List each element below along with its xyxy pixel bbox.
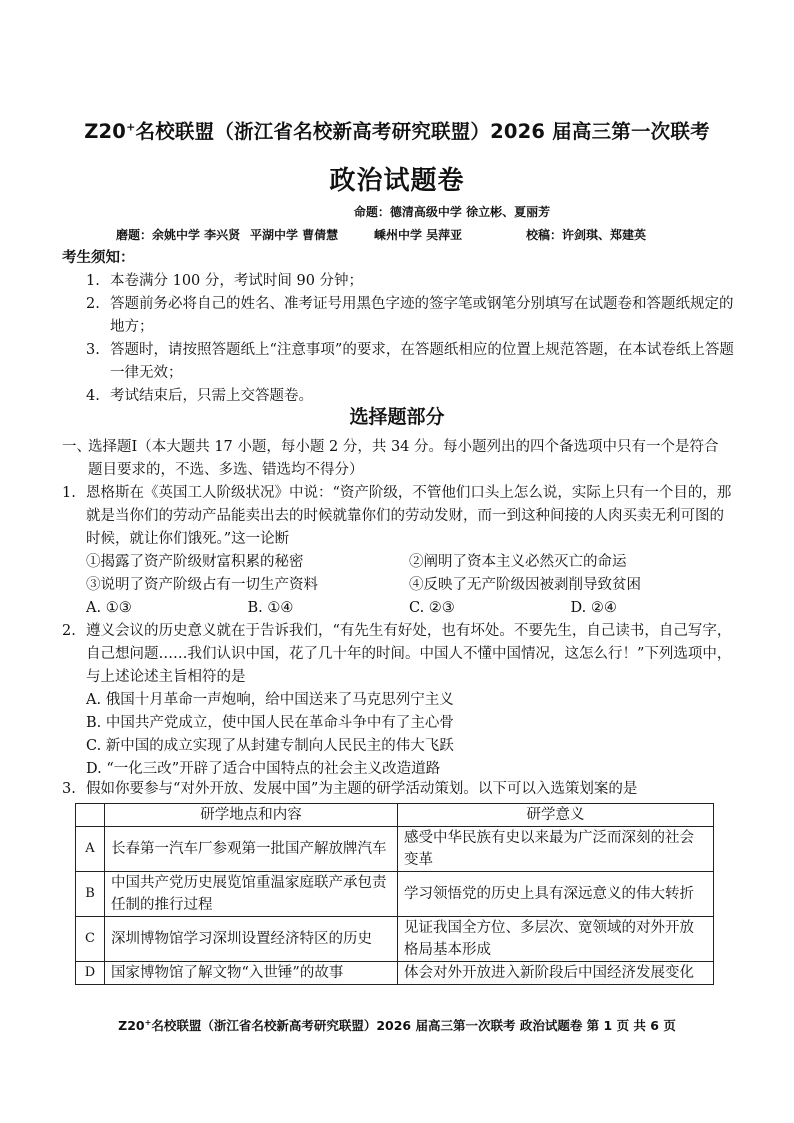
list-item: 3. 答题时，请按照答题纸上“注意事项”的要求，在答题纸相应的位置上规范答题，在本试卷纸上答题一律无效； <box>86 342 734 381</box>
section-label: 一、 <box>62 439 91 455</box>
list-item: 1. 本卷满分 100 分，考试时间 90 分钟； <box>86 273 364 289</box>
review-4: 校稿：许剑琪、郑建英 <box>526 228 647 242</box>
notes-heading: 考生须知： <box>62 250 135 266</box>
table-row: C 深圳博物馆学习深圳设置经济特区的历史 见证我国全方位、多层次、宽领域的对外开放格局基本形成 <box>76 917 714 962</box>
review-1: 磨题：余姚中学 李兴贤 <box>116 228 241 242</box>
title-prefix: Z20 <box>84 120 127 143</box>
table-row: B 中国共产党历史展览馆重温家庭联产承包责任制的推行过程 学习领悟党的历史上具有深远意义的伟大转折 <box>76 872 714 917</box>
question-1 <box>62 482 732 620</box>
question-number: 3. <box>62 781 76 797</box>
option-d: D. “一化三改”开辟了适合中国特点的社会主义改造道路 <box>86 761 441 777</box>
study-table <box>75 803 714 985</box>
review-2: 平湖中学 曹倩慧 <box>250 228 339 242</box>
option-b: B. ①④ <box>247 600 294 616</box>
statement-2: ②阐明了资本主义必然灭亡的命运 <box>409 554 627 570</box>
part-title: 选择题部分 <box>349 406 445 428</box>
question-number: 2. <box>62 623 76 639</box>
option-d: D. ②④ <box>570 600 617 616</box>
column-header: 研学意义 <box>398 804 714 827</box>
question-2 <box>62 620 732 781</box>
question-stem: 假如你要参与“对外开放、发展中国”为主题的研学活动策划。以下可以入选策划案的是 <box>86 781 638 797</box>
title-sup: + <box>126 120 136 134</box>
option-a: A. 俄国十月革命一声炮响，给中国送来了马克思列宁主义 <box>86 692 454 708</box>
option-a: A. ①③ <box>86 600 132 616</box>
exam-subtitle: 政治试题卷 <box>329 166 465 196</box>
list-item: 4. 考试结束后，只需上交答题卷。 <box>86 388 313 404</box>
statement-3: ③说明了资产阶级占有一切生产资料 <box>86 577 318 593</box>
section-instructions <box>62 436 732 482</box>
exam-title <box>0 116 794 144</box>
table-header <box>76 804 714 827</box>
page-footer: Z20+名校联盟（浙江省名校新高考研究联盟）2026 届高三第一次联考 政治试题卷 第 1 页 共 6 页 <box>118 1017 676 1033</box>
review-3: 嵊州中学 吴萍亚 <box>374 228 463 242</box>
notes-list <box>86 270 736 408</box>
question-stem: 恩格斯在《英国工人阶级状况》中说：“资产阶级，不管他们口头上怎么说，实际上只有一个目的，那就是当你们的劳动产品能卖出去的时候就靠你们的劳动发财，而一到这种间接的人肉买卖无利可图的时候，就让你们饿死。”这一论断 <box>86 485 732 547</box>
table-row: D 国家博物馆了解文物“入世锤”的故事 体会对外开放进入新阶段后中国经济发展变化 <box>76 962 714 985</box>
option-c: C. 新中国的成立实现了从封建专制向人民民主的伟大飞跃 <box>86 738 454 754</box>
proposition-line: 命题：德清高级中学 徐立彬、夏丽芳 <box>353 205 551 219</box>
statement-4: ④反映了无产阶级因被剥削导致贫困 <box>409 577 641 593</box>
option-b: B. 中国共产党成立，使中国人民在革命斗争中有了主心骨 <box>86 715 454 731</box>
question-stem: 遵义会议的历史意义就在于告诉我们，“有先生有好处，也有坏处。不要先生，自己读书，自己写字，自己想问题……我们认识中国，花了几十年的时间。中国人不懂中国情况，这怎么行！”下列选项中，与上述论述主旨相符的是 <box>86 623 732 685</box>
title-rest: 名校联盟（浙江省名校新高考研究联盟）2026 届高三第一次联考 <box>135 120 710 143</box>
section-text: 选择题Ⅰ（本大题共 17 小题，每小题 2 分，共 34 分。每小题列出的四个备选项中只有一个是符合题目要求的，不选、多选、错选均不得分） <box>88 439 719 478</box>
option-c: C. ②③ <box>409 600 455 616</box>
review-line <box>116 226 794 243</box>
table-row: A 长春第一汽车厂参观第一批国产解放牌汽车 感受中华民族有史以来最为广泛而深刻的社会变革 <box>76 827 714 872</box>
list-item: 2. 答题前务必将自己的姓名、准考证号用黑色字迹的签字笔或钢笔分别填写在试题卷和答题纸规定的地方； <box>86 296 734 335</box>
column-header: 研学地点和内容 <box>105 804 398 827</box>
question-number: 1. <box>62 485 76 501</box>
question-3 <box>62 778 732 801</box>
statement-1: ①揭露了资产阶级财富积累的秘密 <box>86 554 304 570</box>
